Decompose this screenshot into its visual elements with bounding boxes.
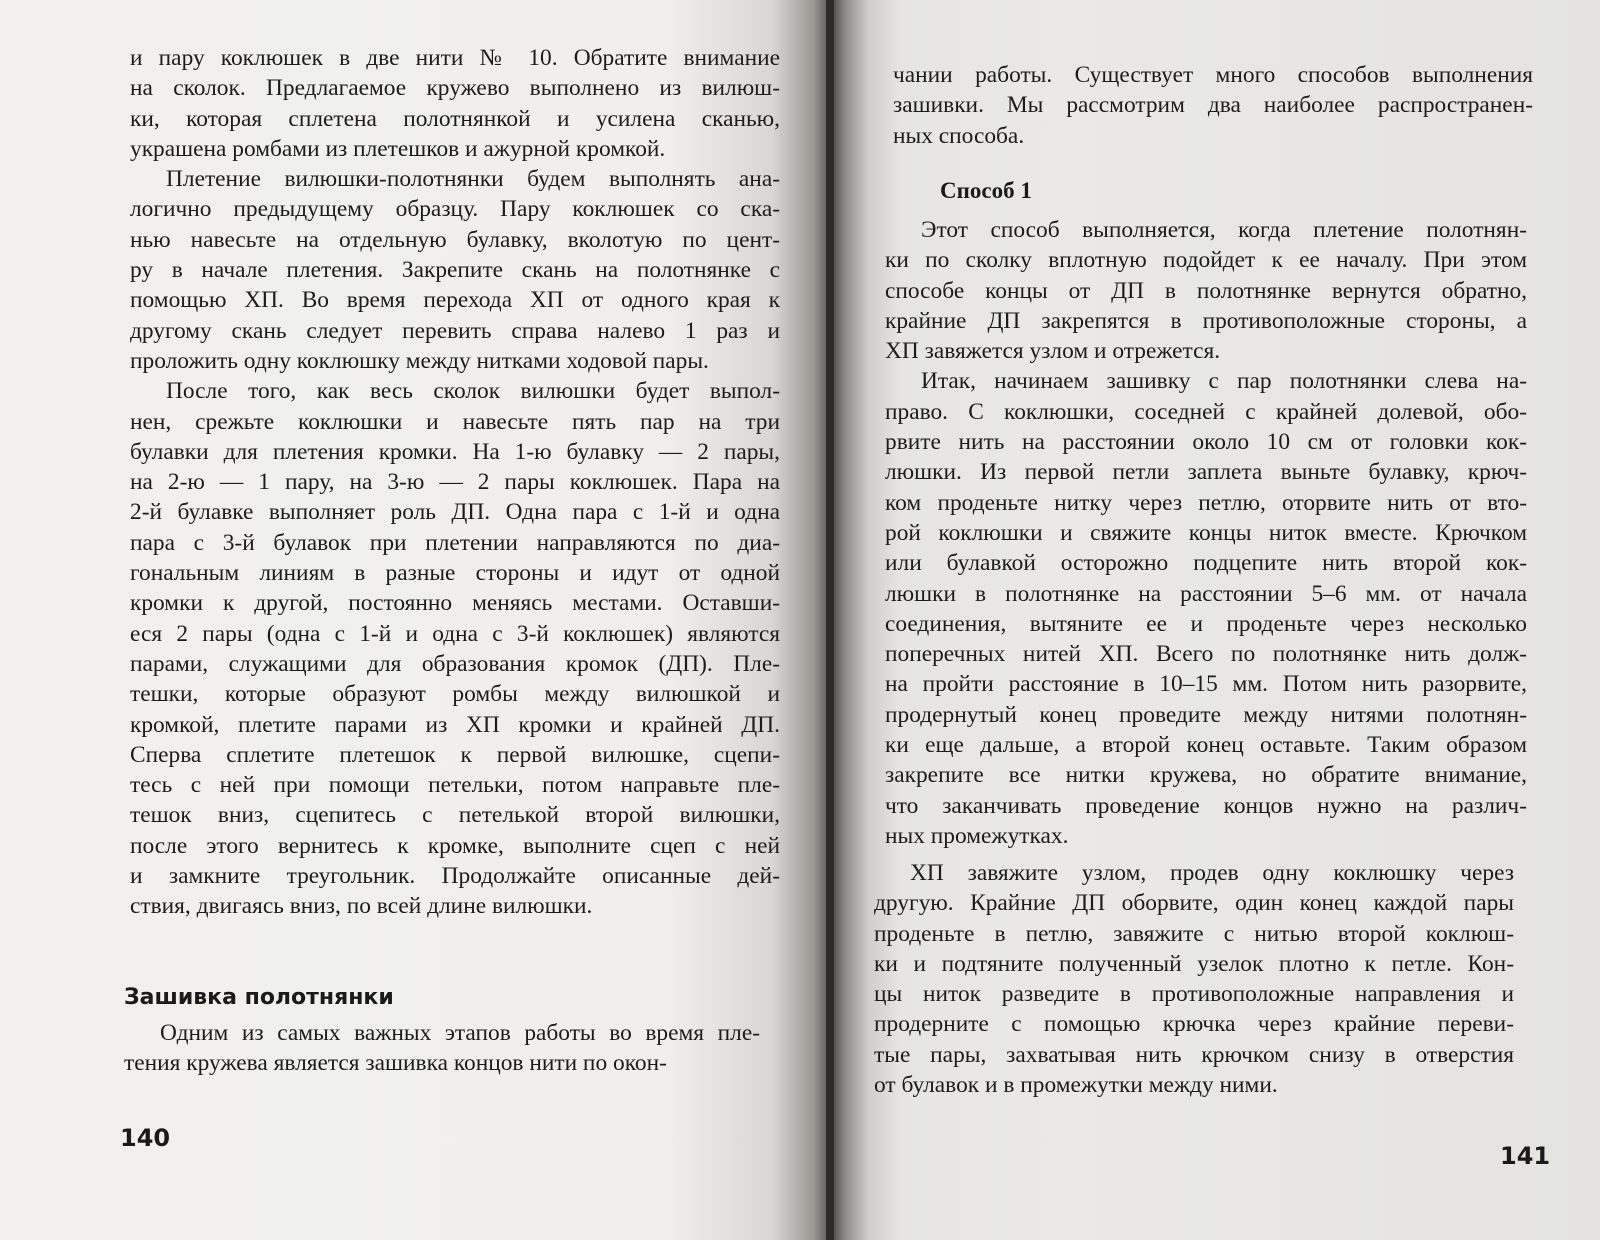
paragraph bbox=[130, 376, 780, 921]
text-line: люшки. Из первой петли заплета выньте булавку, крюч- bbox=[885, 459, 1527, 486]
text-line: ных промежутках. bbox=[885, 822, 1069, 849]
text-line: ХП завяжется узлом и отрежется. bbox=[885, 338, 1221, 365]
text-line: соединения, вытяните ее и проденьте через несколько bbox=[885, 610, 1527, 637]
text-line: и пару коклюшек в две нити № 10. Обратите внимание bbox=[130, 45, 780, 71]
text-line: Этот способ выполняется, когда плетение полотнян- bbox=[921, 217, 1527, 243]
text-line: проложить одну коклюшку между нитками ходовой пары. bbox=[130, 347, 709, 374]
text-line: что заканчивать проведение концов нужно на различ- bbox=[885, 792, 1527, 819]
text-line: цы ниток разведите в противоположные направления и bbox=[874, 981, 1514, 1008]
section-heading: Зашивка полотнянки bbox=[124, 985, 394, 1010]
text-line: другому скань следует перевить справа налево 1 раз и bbox=[130, 317, 780, 344]
text-line: право. С коклюшки, соседней с крайней долевой, обо- bbox=[885, 398, 1527, 425]
paragraph bbox=[893, 60, 1533, 151]
text-line: пара с 3-й булавок при плетении направляются по диа- bbox=[130, 529, 780, 556]
text-line: парами, служащими для образования кромок (ДП). Пле- bbox=[130, 650, 780, 677]
text-line: другую. Крайние ДП оборвите, один конец каждой пары bbox=[874, 890, 1514, 917]
book-gutter bbox=[826, 0, 834, 1240]
left-page-text bbox=[130, 43, 780, 922]
text-line: ных способа. bbox=[893, 122, 1025, 149]
page-number-right: 141 bbox=[1500, 1142, 1551, 1170]
text-line: тешок вниз, сцепитесь с петелькой второй вилюшки, bbox=[130, 802, 780, 829]
text-line: рвите нить на расстоянии около 10 см от головки кок- bbox=[885, 429, 1527, 456]
text-line: поперечных нитей ХП. Всего по полотнянке нить долж- bbox=[885, 641, 1527, 668]
text-line: Плетение вилюшки-полотнянки будем выполнять ана- bbox=[166, 166, 780, 193]
paragraph bbox=[130, 164, 780, 376]
text-line: и замкните треугольник. Продолжайте описанные дей- bbox=[130, 863, 780, 890]
text-line: на сколок. Предлагаемое кружево выполнено из вилюш- bbox=[130, 75, 780, 102]
paragraph bbox=[885, 366, 1527, 851]
paragraph bbox=[874, 858, 1514, 1100]
text-line: кромки к другой, постоянно меняясь местами. Оставши- bbox=[130, 590, 780, 617]
paragraph bbox=[885, 215, 1527, 366]
text-line: тесь с ней при помощи петельки, потом направьте пле- bbox=[130, 772, 780, 799]
right-page-final-text bbox=[874, 858, 1514, 1100]
text-line: Итак, начинаем зашивку с пар полотнянки слева на- bbox=[921, 368, 1527, 395]
text-line: нью навесьте на отдельную булавку, вколотую по цент- bbox=[130, 226, 780, 253]
text-line: тешки, которые образуют ромбы между вилюшкой и bbox=[130, 681, 780, 708]
left-page-final-text bbox=[124, 1018, 760, 1079]
text-line: булавки для плетения кромки. На 1-ю булавку — 2 пары, bbox=[130, 438, 780, 465]
text-line: рой коклюшки и свяжите концы ниток вместе. Крючком bbox=[885, 519, 1527, 546]
text-line: еся 2 пары (одна с 1-й и одна с 3-й коклюшек) являются bbox=[130, 620, 780, 647]
text-line: Сперва сплетите плетешок к первой вилюшке, сцепи- bbox=[130, 741, 780, 768]
text-line: закрепите все нитки кружева, но обратите внимание, bbox=[885, 762, 1527, 789]
right-page-top-text bbox=[893, 60, 1533, 151]
text-line: 2-й булавке выполняет роль ДП. Одна пара с 1-й и одна bbox=[130, 499, 780, 526]
text-line: украшена ромбами из плетешков и ажурной кромкой. bbox=[130, 135, 666, 162]
subsection-heading: Способ 1 bbox=[940, 178, 1032, 203]
page-number-left: 140 bbox=[120, 1124, 171, 1152]
text-line: крайние ДП закрепятся в противоположные стороны, а bbox=[885, 307, 1527, 334]
text-line: кромкой, плетите парами из ХП кромки и крайней ДП. bbox=[130, 711, 780, 738]
text-line: тые пары, захватывая нить крючком снизу в отверстия bbox=[874, 1041, 1514, 1068]
text-line: помощью ХП. Во время перехода ХП от одного края к bbox=[130, 287, 780, 314]
text-line: или булавкой осторожно подцепите нить второй кок- bbox=[885, 550, 1527, 577]
text-line: люшки в полотнянке на расстоянии 5–6 мм. от начала bbox=[885, 580, 1527, 607]
text-line: гональным линиям в разные стороны и идут от одной bbox=[130, 560, 780, 587]
text-line: Одним из самых важных этапов работы во время пле- bbox=[160, 1020, 760, 1046]
text-line: проденьте в петлю, завяжите с нитью второй коклюш- bbox=[874, 920, 1514, 947]
right-page-text bbox=[885, 215, 1527, 851]
text-line: от булавок и в промежутки между ними. bbox=[874, 1072, 1278, 1099]
paragraph bbox=[124, 1018, 760, 1079]
text-line: продерните с помощью крючка через крайние переви- bbox=[874, 1011, 1514, 1038]
text-line: логично предыдущему образцу. Пару коклюшек со ска- bbox=[130, 196, 780, 223]
text-line: ки, которая сплетена полотнянкой и усилена сканью, bbox=[130, 105, 780, 132]
text-line: на пройти расстояние в 10–15 мм. Потом нить разорвите, bbox=[885, 671, 1527, 698]
paragraph bbox=[130, 43, 780, 164]
text-line: чании работы. Существует много способов выполнения bbox=[893, 62, 1533, 88]
text-line: нен, срежьте коклюшки и навесьте пять пар на три bbox=[130, 408, 780, 435]
text-line: ствия, двигаясь вниз, по всей длине вилюшки. bbox=[130, 893, 593, 920]
text-line: ки по сколку вплотную подойдет к ее началу. При этом bbox=[885, 247, 1527, 274]
text-line: тения кружева является зашивка концов нити по окон- bbox=[124, 1050, 667, 1077]
text-line: ки еще дальше, а второй конец оставьте. Таким образом bbox=[885, 732, 1527, 759]
text-line: ру в начале плетения. Закрепите скань на полотнянке с bbox=[130, 257, 780, 284]
text-line: продернутый конец проведите между нитями полотнян- bbox=[885, 701, 1527, 728]
text-line: ки и подтяните полученный узелок плотно к петле. Кон- bbox=[874, 950, 1514, 977]
text-line: После того, как весь сколок вилюшки будет выпол- bbox=[166, 378, 780, 405]
text-line: ХП завяжите узлом, продев одну коклюшку через bbox=[910, 860, 1514, 886]
text-line: ком проденьте нитку через петлю, оторвите нить от вто- bbox=[885, 489, 1527, 516]
text-line: способе концы от ДП в полотнянке вернутся обратно, bbox=[885, 277, 1527, 304]
text-line: после этого вернитесь к кромке, выполните сцеп с ней bbox=[130, 832, 780, 859]
text-line: на 2-ю — 1 пару, на 3-ю — 2 пары коклюшек. Пара на bbox=[130, 469, 780, 496]
text-line: зашивки. Мы рассмотрим два наиболее распространен- bbox=[893, 92, 1533, 119]
